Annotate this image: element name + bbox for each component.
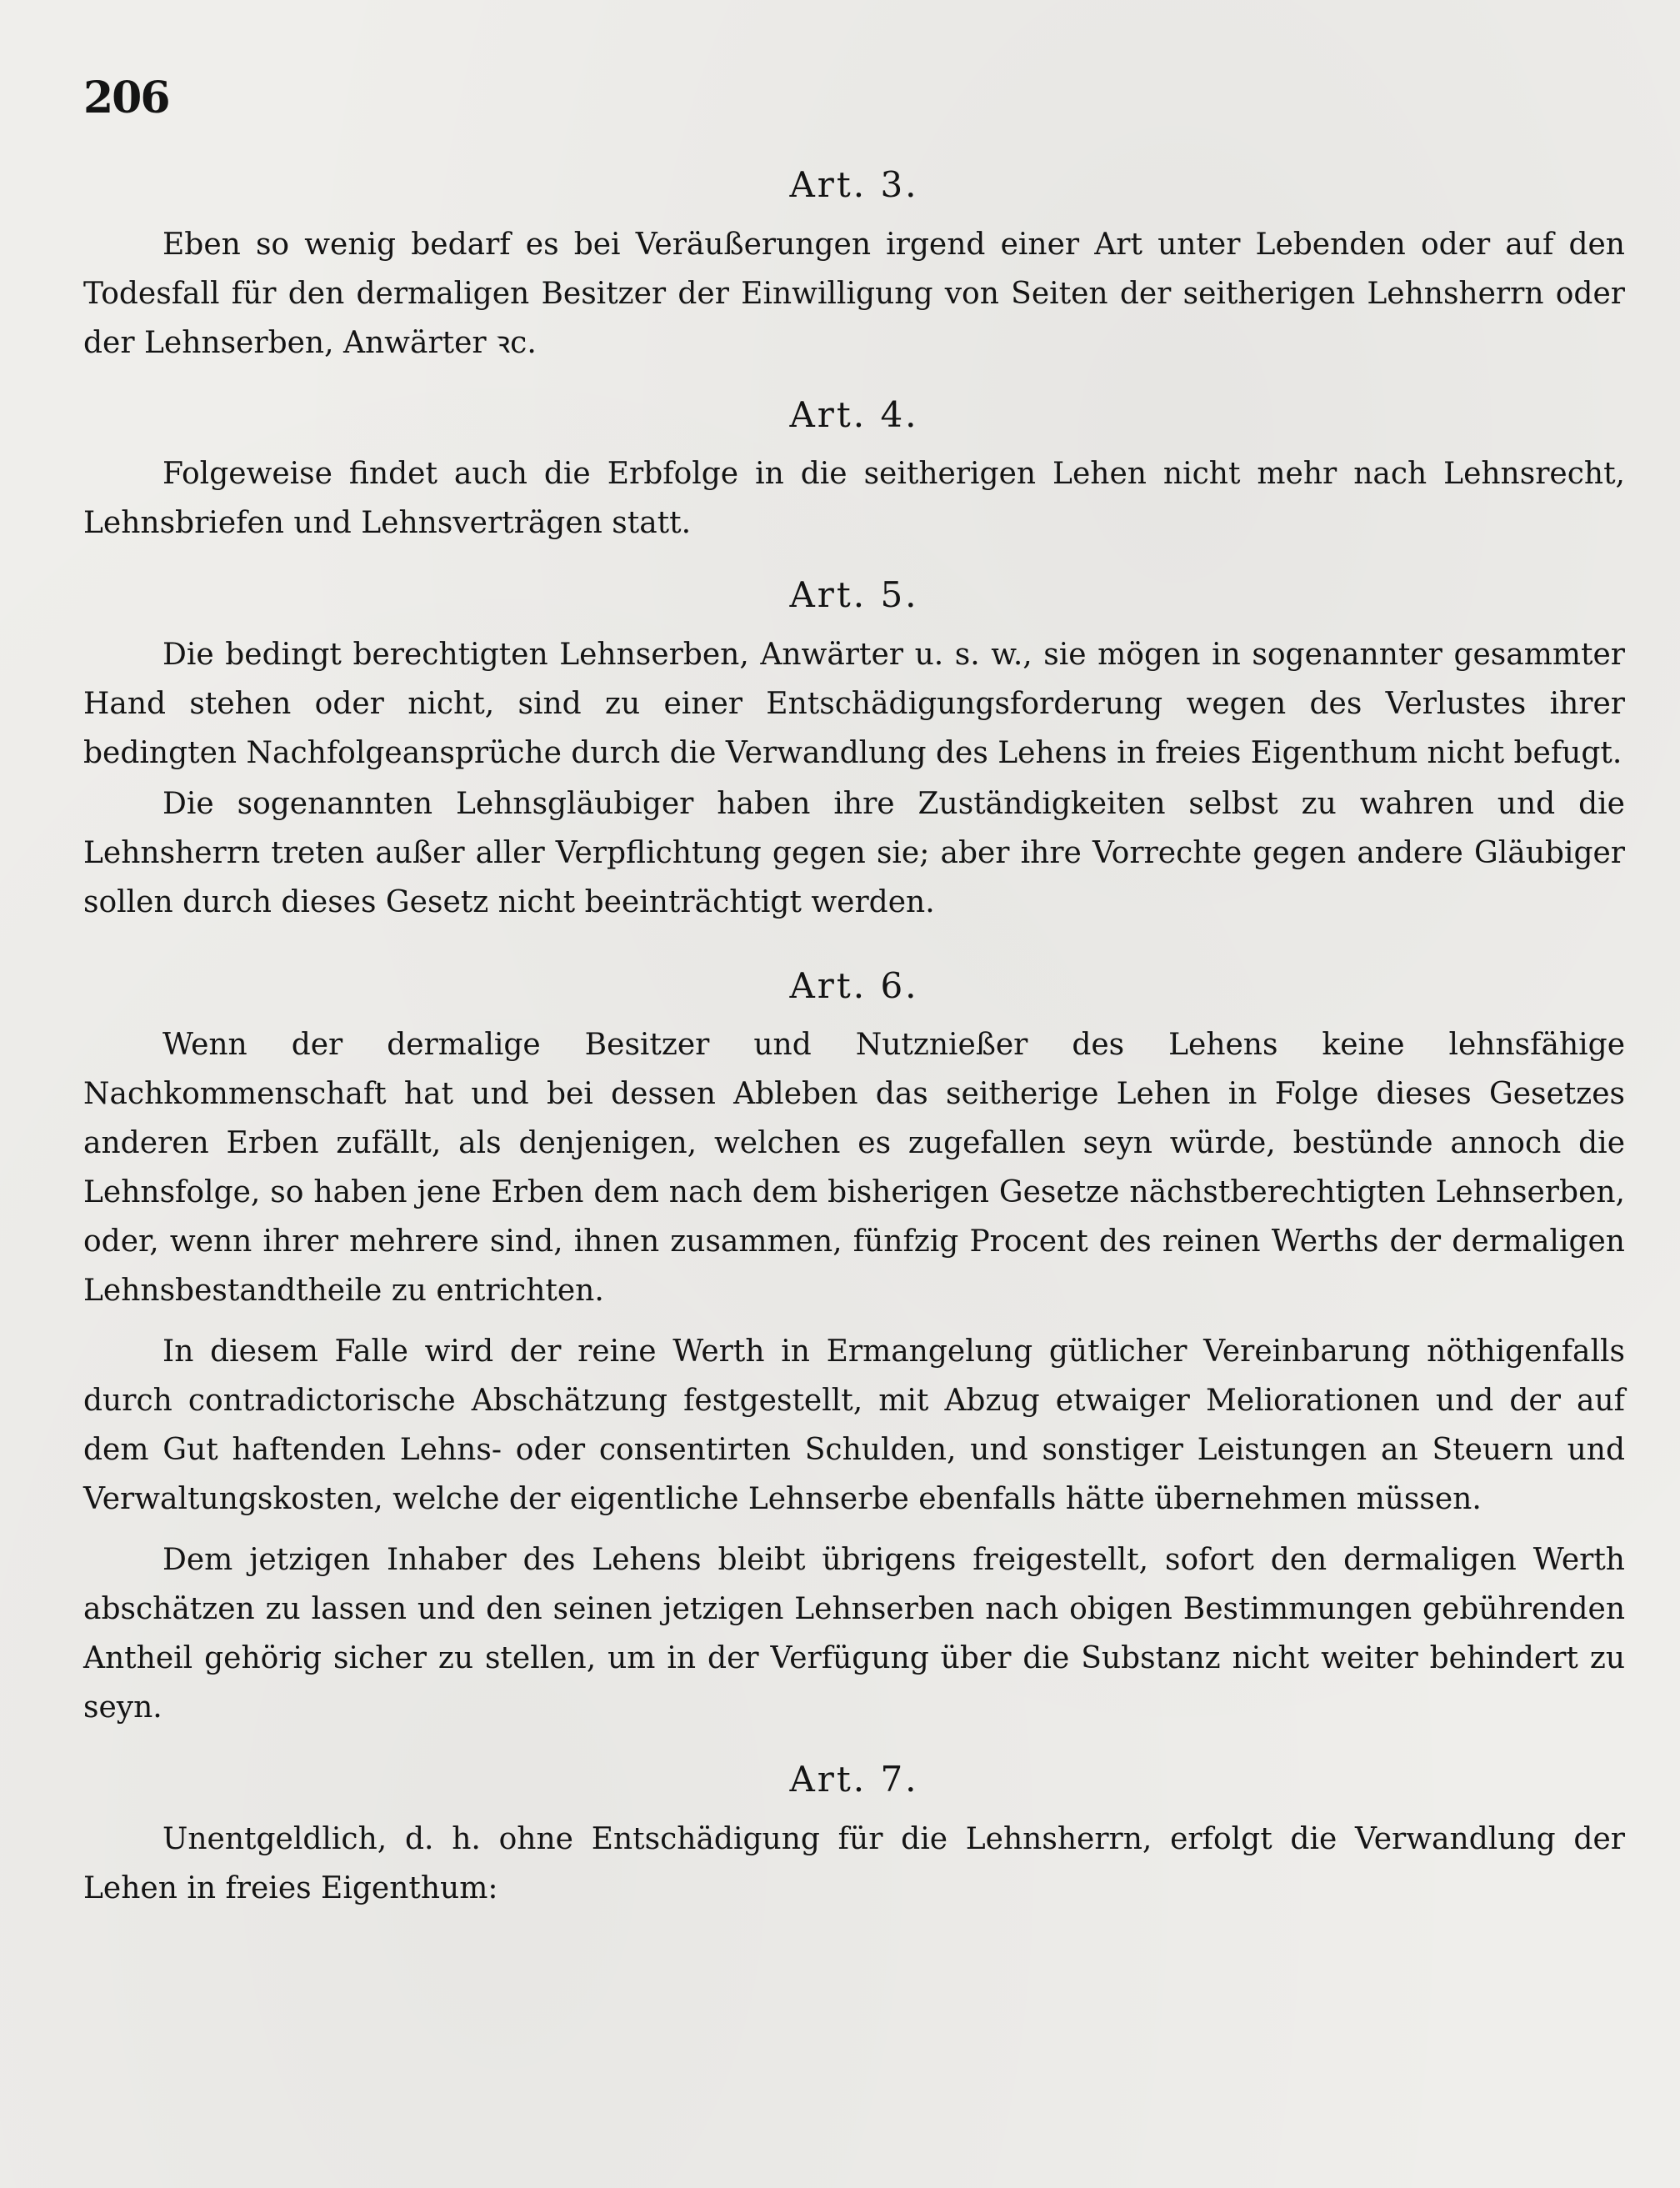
paragraph: Unentgeldlich, d. h. ohne Entschädigung für die Lehnsherrn, erfolgt die Verwandlung der Lehen in freies Eigenthum: <box>83 1821 1625 1905</box>
article-4 <box>83 393 1625 548</box>
article-5 <box>83 573 1625 927</box>
paragraph: In diesem Falle wird der reine Werth in Ermangelung gütlicher Vereinbarung nöthigenfalls durch contradictorische Abschätzung festgestellt, mit Abzug etwaiger Meliorationen und der auf dem Gut haftenden Lehns- oder consentirten Schulden, und sonstiger Leistungen an Steuern und Verwaltungskosten, welche der eigentliche Lehnserbe ebenfalls hätte übernehmen müssen. <box>83 1334 1625 1517</box>
document-body <box>83 163 1625 1913</box>
paragraph: Die bedingt berechtigten Lehnserben, Anwärter u. s. w., sie mögen in sogenannter gesammter Hand stehen oder nicht, sind zu einer Entschädigungsforderung wegen des Verlustes ihrer bedingten Nachfolgeansprüche durch die Verwandlung des Lehens in freies Eigenthum nicht befugt. <box>83 637 1625 770</box>
article-7 <box>83 1757 1625 1913</box>
paragraph: Eben so wenig bedarf es bei Veräußerungen irgend einer Art unter Lebenden oder auf den Todesfall für den dermaligen Besitzer der Einwilligung von Seiten der seitherigen Lehnsherrn oder der Lehnserben, Anwärter ꝛc. <box>83 227 1625 360</box>
paragraph: Dem jetzigen Inhaber des Lehens bleibt übrigens freigestellt, sofort den dermaligen Werth abschätzen zu lassen und den seinen jetzigen Lehnserben nach obigen Bestimmungen gebührenden Antheil gehörig sicher zu stellen, um in der Verfügung über die Substanz nicht weiter behindert zu seyn. <box>83 1543 1625 1725</box>
article-heading: Art. 3. <box>789 164 919 205</box>
article-heading: Art. 7. <box>789 1759 919 1800</box>
paragraph: Folgeweise findet auch die Erbfolge in die seitherigen Lehen nicht mehr nach Lehnsrecht, Lehnsbriefen und Lehnsverträgen statt. <box>83 457 1625 541</box>
article-heading: Art. 4. <box>789 393 919 435</box>
article-3 <box>83 163 1625 368</box>
paragraph: Die sogenannten Lehnsgläubiger haben ihre Zuständigkeiten selbst zu wahren und die Lehnsherrn treten außer aller Verpflichtung gegen sie; aber ihre Vorrechte gegen andere Gläubiger sollen durch dieses Gesetz nicht beeinträchtigt werden. <box>83 786 1625 919</box>
page-number: 206 <box>83 73 169 123</box>
article-heading: Art. 6. <box>789 964 919 1006</box>
paragraph: Wenn der dermalige Besitzer und Nutznießer des Lehens keine lehnsfähige Nachkommenschaft hat und bei dessen Ableben das seitherige Lehen in Folge dieses Gesetzes anderen Erben zufällt, als denjenigen, welchen es zugefallen seyn würde, bestünde annoch die Lehnsfolge, so haben jene Erben dem nach dem bisherigen Gesetze nächstberechtigten Lehnserben, oder, wenn ihrer mehrere sind, ihnen zusammen, fünfzig Procent des reinen Werths der dermaligen Lehnsbestandtheile zu entrichten. <box>83 1028 1625 1309</box>
article-6 <box>83 964 1625 1733</box>
article-heading: Art. 5. <box>789 574 919 616</box>
